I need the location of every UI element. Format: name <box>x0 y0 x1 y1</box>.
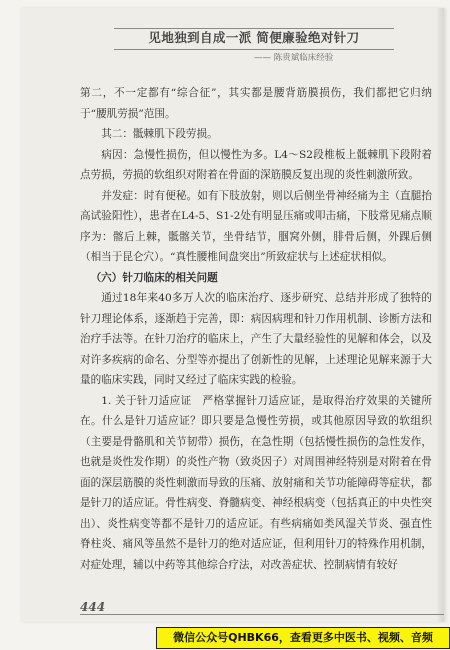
section-heading: （六）针刀临床的相关问题 <box>90 271 218 284</box>
paragraph: 病因：急慢性损伤，但以慢性为多。L4～S2段椎板上骶棘肌下段附着点劳损，劳损的软组织对附着在骨面的深筋膜反复出现的炎性刺激所致。 <box>80 148 432 181</box>
header-subtitle: —— 陈贵斌临床经验 <box>254 53 334 63</box>
wechat-promo-badge: 微信公众号QHBK66，查看更多中医书、视频、音频 <box>156 627 450 649</box>
page-number: 444 <box>80 600 106 614</box>
paragraph: 通过18年来40多万人次的临床治疗、逐步研究、总结并形成了独特的针刀理论体系，逐渐趋于完善，即：病因病理和针刀作用机制、诊断方法和治疗手法等。在针刀治疗的临床上，产生了大量经验性的见解和体会，以及对许多疾病的命名、分型等亦提出了创新性的见解，上述理论见解来源于大量的临床实践，同时又经过了临床实践的检验。 <box>80 292 432 386</box>
paragraph: 1. 关于针刀适应证 严格掌握针刀适应证，是取得治疗效果的关键所在。什么是针刀适应证？即只要是急慢性劳损，或其他原因导致的软组织（主要是骨骼肌和关节韧带）损伤，在急性期（包括慢性损伤的急性发作，也就是炎性发作期）的炎性产物（致炎因子）对周围神经特别是对附着在骨面的深层筋膜的炎性刺激而导致的压痛、放射痛和关节功能障碍等症状，都是针刀的适应证。骨性病变、脊髓病变、神经根病变（包括真正的中央性突出）、炎性病变等都不是针刀的适应证。有些病痛如类风湿关节炎、强直性脊柱炎、痛风等虽然不是针刀的绝对适应证，但利用针刀的特殊作用机制，对症处理，辅以中药等其他综合疗法，对改善症状、控制病情有较好 <box>80 394 432 571</box>
footer-rule <box>80 614 444 615</box>
paragraph: 其二：骶棘肌下段劳损。 <box>101 128 218 140</box>
paragraph: 并发症：时有便秘。如有下肢放射，则以后侧坐骨神经痛为主（直腿抬高试验阳性），患者在L4-5、S1-2处有明显压痛或叩击痛，下肢常见痛点顺序为：髂后上棘，骶髂关节，坐骨结节，腘窝外侧，腓骨后侧，外踝后侧（相当于昆仑穴）。“真性腰椎间盘突出”所致症状与上述症状相似。 <box>80 189 432 263</box>
header-title: 见地独到自成一派 简便廉验绝对针刀 <box>148 30 360 45</box>
body-text <box>80 83 432 575</box>
running-header <box>20 8 444 70</box>
page-spine-shadow <box>436 8 444 622</box>
paragraph: 第二，不一定都有“综合征”，其实都是腰背筋膜损伤，我们都把它归纳于“腰肌劳损”范围。 <box>80 87 432 120</box>
book-page <box>20 8 444 622</box>
